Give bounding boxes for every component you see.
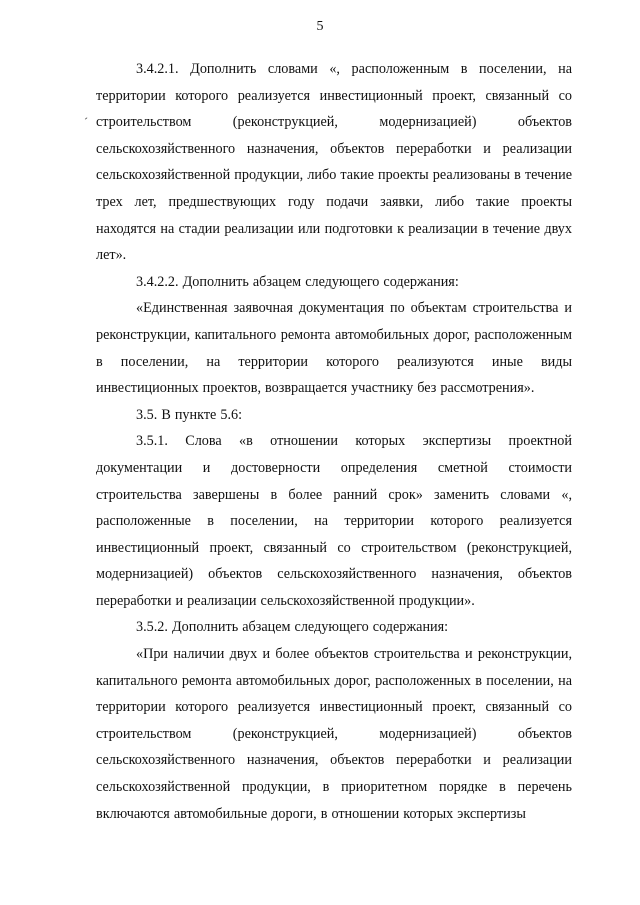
paragraph-quote-sole-application: «Единственная заявочная документация по объектам строительства и реконструкции, капитального ремонта автомобильных дорог, расположенным в поселении, на территории которого реализуются иные виды инвестиционных проектов, возвращается участнику без рассмотрения». [96,300,572,397]
paragraph-3-5-1: 3.5.1. Слова «в отношении которых экспертизы проектной документации и достоверности определения сметной стоимости строительства завершены в более ранний срок» заменить словами «, расположенные в поселении, на территории которого реализуется инвестиционный проект, связанный со строительством (реконструкцией, модернизацией) объектов сельскохозяйственного назначения, объектов переработки и реализации сельскохозяйственной продукции». [96,433,572,609]
scan-mark: ˊ [84,115,88,129]
page-number: 5 [316,19,324,34]
paragraph-3-5: 3.5. В пункте 5.6: [136,406,243,423]
paragraph-3-5-2: 3.5.2. Дополнить абзацем следующего содержания: [136,619,449,636]
paragraph-quote-priority-roads: «При наличии двух и более объектов строительства и реконструкции, капитального ремонта автомобильных дорог, расположенных в поселении, на территории которого реализуется инвестиционный проект, связанный со строительством (реконструкцией, модернизацией) объектов сельскохозяйственного назначения, объектов переработки и реализации сельскохозяйственной продукции, в приоритетном порядке в перечень включаются автомобильные дороги, в отношении которых экспертизы [96,646,572,822]
paragraph-3-4-2-2: 3.4.2.2. Дополнить абзацем следующего содержания: [136,273,459,290]
paragraph-3-4-2-1: 3.4.2.1. Дополнить словами «, расположенным в поселении, на территории которого реализуется инвестиционный проект, связанный со строительством (реконструкцией, модернизацией) объектов сельскохозяйственного назначения, объектов переработки и реализации сельскохозяйственной продукции, либо такие проекты реализованы в течение трех лет, предшествующих году подачи заявки, либо такие проекты находятся на стадии реализации или подготовки к реализации в течение двух лет». [96,61,572,264]
document-body [96,56,572,827]
